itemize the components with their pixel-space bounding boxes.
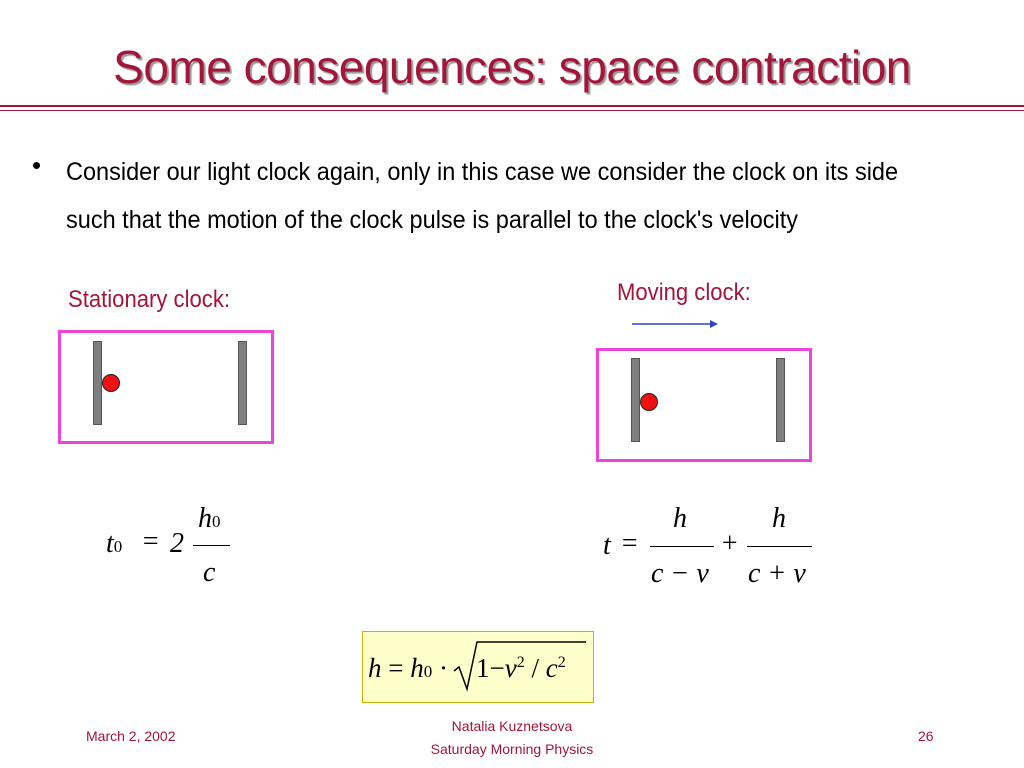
moving-eq-fraction-bar-1 xyxy=(650,546,714,547)
bullet-marker: • xyxy=(32,150,42,180)
moving-eq-numerator-2: h xyxy=(772,503,786,534)
stationary-eq-coefficient: 2 xyxy=(170,528,184,559)
stationary-clock-label: Stationary clock: xyxy=(68,286,230,313)
moving-right-mirror xyxy=(776,358,785,442)
moving-left-mirror xyxy=(631,358,640,442)
moving-eq-denominator-2: c + v xyxy=(748,558,806,589)
stationary-right-mirror xyxy=(238,341,247,425)
footer-date: March 2, 2002 xyxy=(86,728,176,744)
footer-author: Natalia Kuznetsova xyxy=(451,718,573,734)
moving-eq-numerator-1: h xyxy=(673,503,687,534)
title-divider-top xyxy=(0,105,1024,107)
stationary-eq-denominator: c xyxy=(203,557,216,588)
moving-eq-denominator-1: c − v xyxy=(651,558,709,589)
footer-page-number: 26 xyxy=(918,728,934,744)
stationary-light-pulse xyxy=(102,374,120,392)
moving-light-pulse xyxy=(640,393,658,411)
moving-eq-plus: + xyxy=(720,528,739,559)
stationary-eq-fraction-bar xyxy=(193,545,230,546)
stationary-left-mirror xyxy=(93,341,102,425)
footer-event: Saturday Morning Physics xyxy=(430,741,594,757)
moving-eq-lhs: t xyxy=(603,530,611,561)
stationary-eq-lhs: t0 xyxy=(106,528,123,559)
moving-eq-equals: = xyxy=(620,528,639,559)
title-divider-bottom xyxy=(0,110,1024,111)
stationary-eq-equals: = xyxy=(141,526,160,557)
right-arrow-icon xyxy=(630,316,720,332)
contraction-formula-radicand: $1-v^2 / c^2$ xyxy=(476,653,566,683)
contraction-formula-left: h = h0 · xyxy=(368,653,448,683)
slide-title: Some consequences: space contraction xyxy=(113,41,911,93)
bullet-text: Consider our light clock again, only in this case we consider the clock on its side such that the motion of the clock pulse is parallel to the clock's velocity xyxy=(66,158,899,234)
stationary-eq-numerator: h0 xyxy=(198,503,221,534)
moving-eq-fraction-bar-2 xyxy=(747,546,812,547)
moving-clock-label: Moving clock: xyxy=(617,279,751,306)
